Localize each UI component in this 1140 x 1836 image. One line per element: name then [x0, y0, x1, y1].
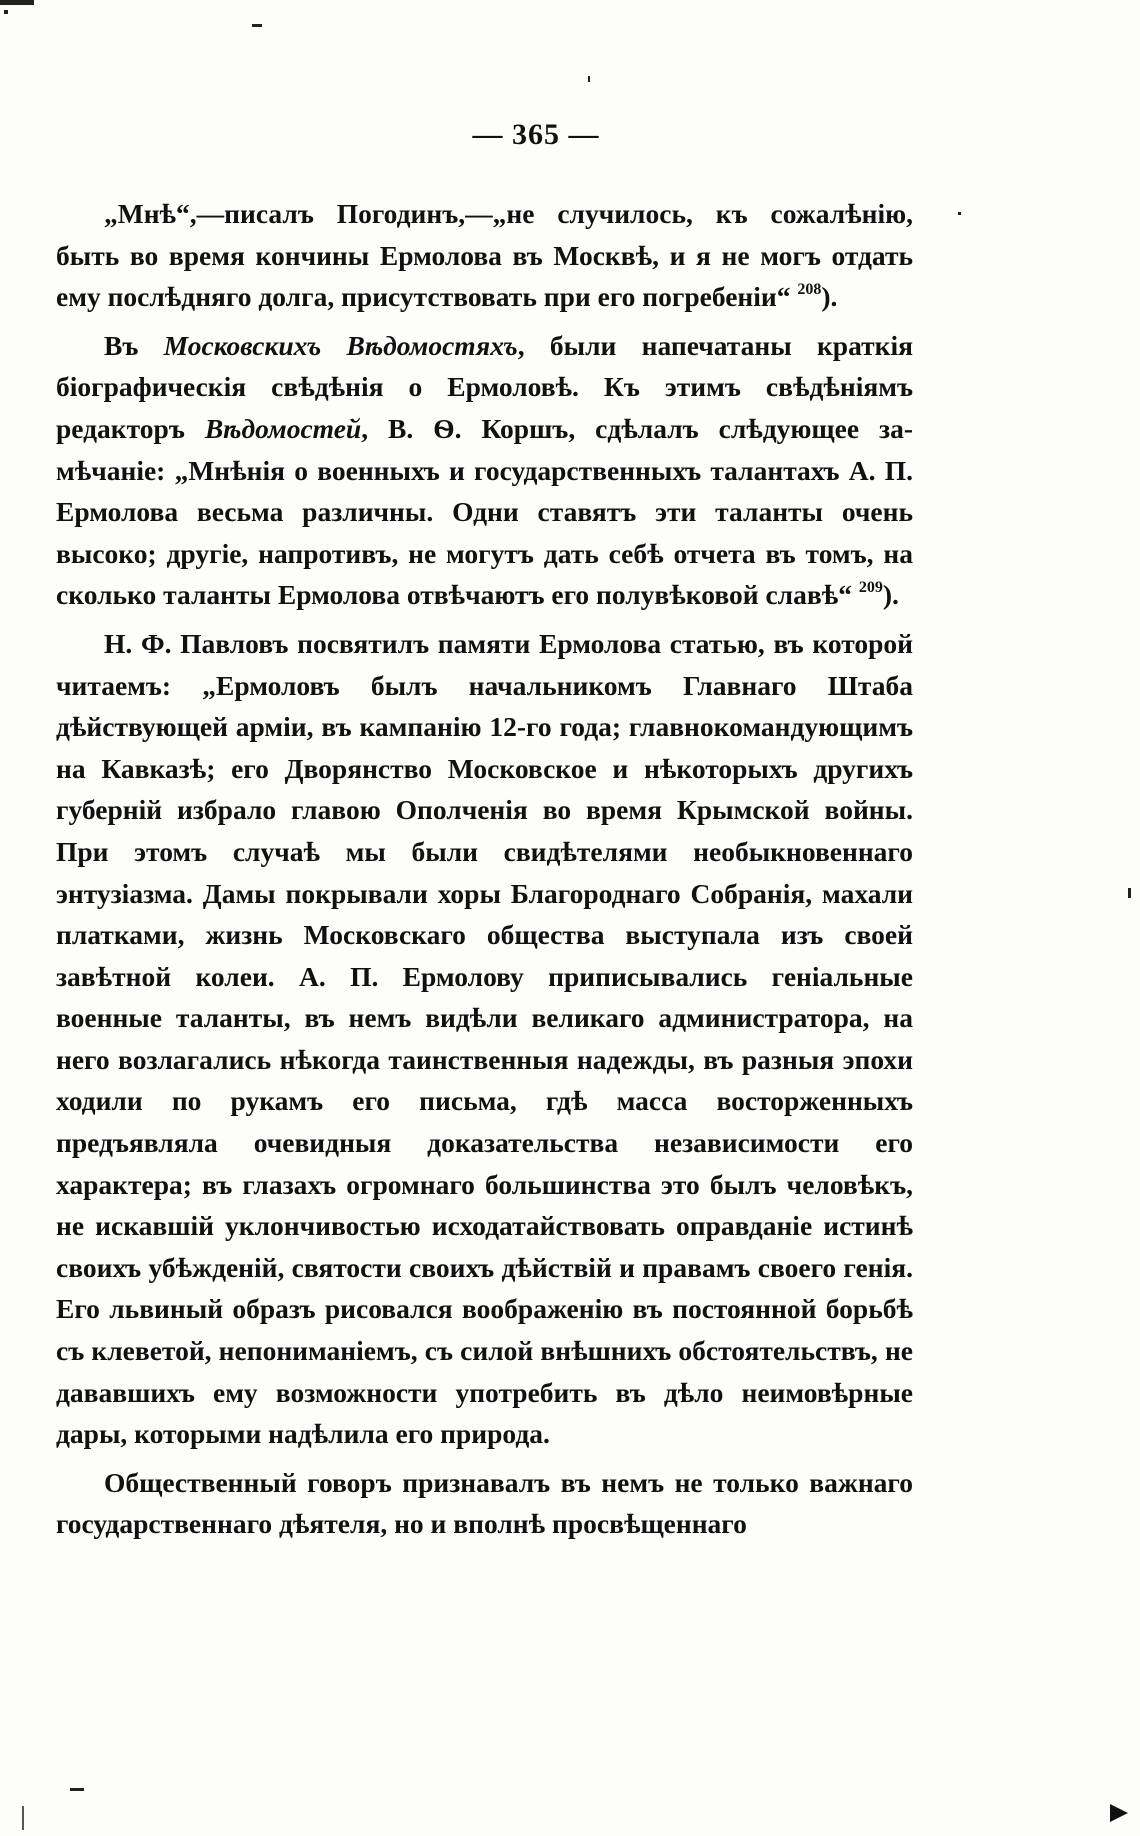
text-run: Н. Ф. Павловъ посвятилъ памяти Ермолова статью, въ которой читаемъ: „Ермоловъ былъ начальникомъ Главнаго Штаба дѣйствующей арміи, въ кампанію 12-го года; главнокомандующимъ на Кавказѣ; его Дворянство Московское и нѣкоторыхъ другихъ губерній избрало главою Ополченія во время Крымской войны. При этомъ случаѣ мы были свидѣтелями необыкновеннаго энтузіазма. Дамы покрывали хоры Благороднаго Собранія, махали платками, жизнь Московскаго общества выступала изъ своей завѣтной колеи. А. П. Ермолову приписывались геніальные военные таланты, въ немъ видѣли великаго администратора, на него возлагались нѣкогда таинственныя надежды, въ разныя эпохи ходили по рукамъ его письма, гдѣ масса восторженныхъ предъявляла очевидныя доказательства независимости его характера; въ глазахъ огромнаго большинства это былъ человѣкъ, не искавшій уклончивостью исходатайствовать оправданіе истинѣ своихъ убѣжденій, святости своихъ дѣйствій и правамъ своего генія. Его львиный образъ рисовался воображенію въ постоянной борьбѣ съ клеветой, непониманіемъ, съ силой внѣшнихъ обстоятельствъ, не дававшихъ ему возможности употребить въ дѣло неимовѣрные дары, которыми надѣлила его природа. — [56, 627, 913, 1450]
scan-artifact — [4, 10, 8, 14]
scan-artifact — [252, 24, 262, 27]
paragraph — [56, 193, 913, 318]
text-run: Общественный говоръ признавалъ въ немъ не только важнаго государственнаго дѣятеля, но и вполнѣ просвѣщеннаго — [56, 1466, 913, 1540]
scan-artifact — [588, 76, 590, 82]
paragraph — [56, 623, 913, 1455]
text-run: , В. Ѳ. Коршъ, сдѣлалъ слѣдующее замѣчаніе: „Мнѣнія о военныхъ и государственныхъ талантахъ А. П. Ермолова весьма различны. Одни ставятъ эти таланты очень высоко; другіе, напротивъ, не могутъ дать себѣ отчета въ томъ, на сколько таланты Ермолова отвѣчаютъ его полувѣковой славѣ“ — [56, 412, 914, 611]
text-run: , были напечатаны краткія біографическія свѣдѣнія о Ермоловѣ. Къ этимъ свѣдѣніямъ редакторъ — [56, 329, 913, 444]
italic-title: Вѣдомостей — [204, 412, 362, 444]
paragraph — [56, 1462, 913, 1545]
scan-artifact — [958, 212, 961, 215]
footnote-ref: 209 — [858, 579, 883, 597]
text-run: „Мнѣ“,—писалъ Погодинъ,—„не случилось, къ сожалѣнію, быть во время кончины Ермолова въ Москвѣ, и я не могъ отдать ему послѣдняго долга, присутствовать при его погребеніи“ — [56, 198, 913, 313]
footnote-ref: 208 — [797, 281, 822, 299]
text-run: ). — [882, 579, 899, 611]
scan-artifact — [70, 1788, 84, 1791]
body-text — [56, 193, 913, 1545]
scan-artifact — [1128, 888, 1131, 898]
text-run: ). — [821, 281, 838, 313]
page-number: — 365 — — [472, 118, 600, 151]
margin-line — [22, 1806, 24, 1830]
corner-mark-icon — [1110, 1804, 1128, 1822]
paragraph — [56, 325, 913, 616]
text-run: Въ — [104, 329, 164, 361]
scan-artifact — [0, 0, 34, 5]
italic-title: Московскихъ Вѣдомостяхъ — [163, 329, 518, 361]
